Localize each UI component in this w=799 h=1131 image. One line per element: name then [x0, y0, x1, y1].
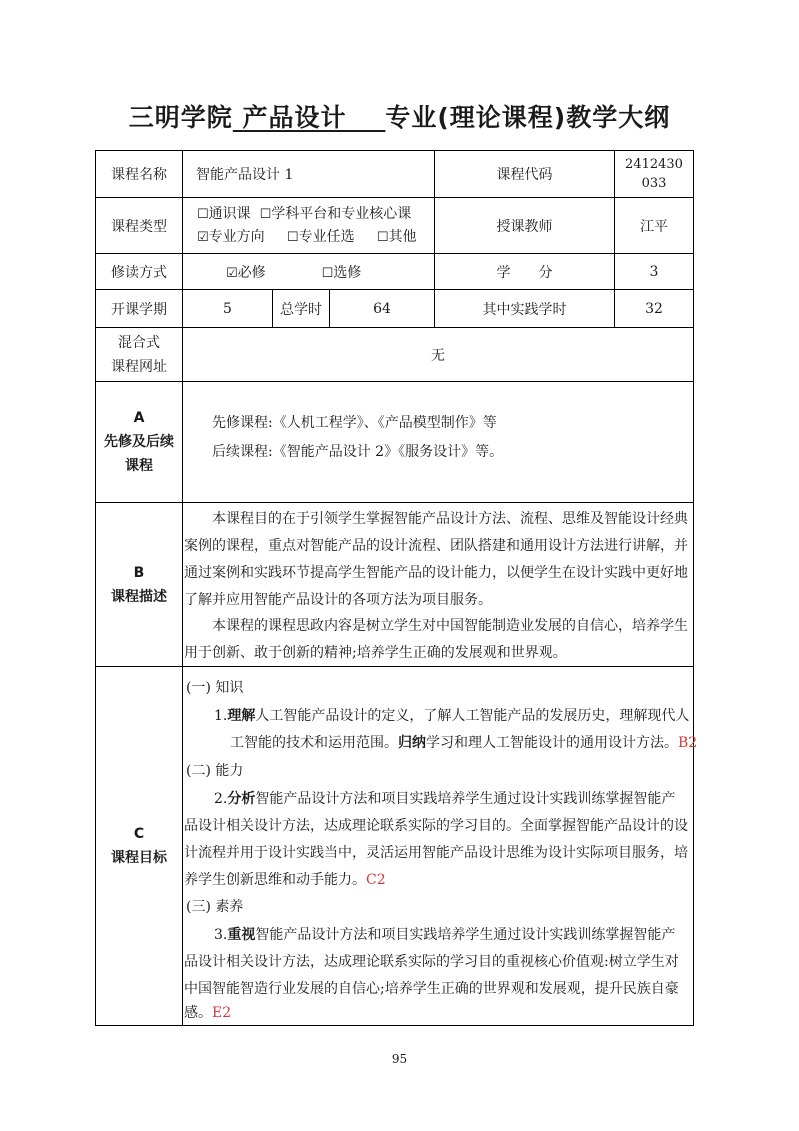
checkbox-checked-icon: ☑	[226, 265, 238, 281]
course-url-label	[96, 328, 182, 381]
objective-heading-knowledge: (一) 知识	[186, 680, 244, 696]
objective-literacy-line: 3.重视智能产品设计方法和项目实践培养学生通过设计实践训练掌握智能产	[214, 927, 676, 943]
course-code-value	[615, 151, 693, 197]
teacher-label: 授课教师	[496, 218, 553, 235]
objective-knowledge-line: 工智能的技术和运用范围。归纳学习和理人工智能设计的通用设计方法。B2	[230, 735, 698, 751]
description-line: 用于创新、敢于创新的精神;培养学生正确的发展观和世界观。	[184, 645, 567, 661]
section-c-code: C	[133, 826, 145, 842]
course-name-value: 智能产品设计 1	[196, 167, 294, 183]
section-a-code: A	[133, 410, 145, 426]
course-url-value: 无	[431, 347, 445, 364]
section-c-label	[96, 667, 182, 1025]
description-line: 本课程的课程思政内容是树立学生对中国智能制造业发展的自信心，培养学生	[212, 618, 688, 634]
checkbox-empty-icon: ☐	[259, 207, 272, 222]
table-border	[693, 150, 694, 1026]
objective-knowledge-line: 1.理解人工智能产品设计的定义，了解人工智能产品的发展历史，理解现代人	[214, 708, 690, 724]
description-line: 案例的课程，重点对智能产品的设计流程、团队搭建和通用设计方法进行讲解，并	[184, 538, 688, 554]
table-divider	[95, 502, 694, 503]
description-line: 本课程目的在于引领学生掌握智能产品设计方法、流程、思维及智能设计经典	[212, 511, 688, 527]
checkbox-empty-icon: ☐	[321, 265, 334, 281]
table-divider	[95, 666, 694, 667]
course-code-label: 课程代码	[496, 167, 553, 183]
teacher-value: 江平	[640, 218, 668, 235]
objective-ability-line: 品设计相关设计方法，达成理论联系实际的学习目的。全面掌握智能产品设计的设	[184, 818, 688, 834]
checkbox-checked-icon: ☑	[197, 230, 209, 245]
objective-heading-literacy: (三) 素养	[186, 899, 244, 915]
option-other[interactable]: ☐其他	[376, 229, 417, 245]
course-url-label-line1: 混合式	[118, 334, 160, 351]
table-divider	[95, 381, 694, 382]
course-url-label-line2: 课程网址	[111, 358, 167, 375]
total-hours-label: 总学时	[280, 301, 322, 318]
course-type-options	[197, 203, 432, 249]
semester-value: 5	[223, 300, 232, 317]
course-code-line1: 2412430	[625, 157, 683, 172]
section-b-label	[96, 503, 182, 666]
title-school: 三明学院	[128, 103, 233, 132]
section-a-name-line1: 先修及后续	[104, 434, 174, 450]
checkbox-empty-icon: ☐	[376, 230, 389, 245]
checkbox-empty-icon: ☐	[197, 207, 209, 222]
objective-ability-line: 养学生创新思维和动手能力。C2	[184, 872, 386, 888]
option-major-elective[interactable]: ☐专业任选	[286, 229, 355, 245]
objective-ability-line: 2.分析智能产品设计方法和项目实践培养学生通过设计实践训练掌握智能产	[214, 791, 676, 807]
objective-tag: E2	[212, 1005, 232, 1021]
objective-literacy-line: 中国智能智造行业发展的自信心;培养学生正确的世界观和发展观，提升民族自豪	[184, 981, 679, 997]
page-number: 95	[391, 1052, 408, 1066]
objective-ability-line: 计流程并用于设计实践当中，灵活运用智能产品设计思维为设计实际项目服务，培	[184, 845, 688, 861]
page-title	[0, 98, 799, 134]
objective-tag: C2	[366, 872, 386, 888]
prerequisite-courses: 先修课程:《人机工程学》、《产品模型制作》等	[212, 415, 497, 431]
option-required[interactable]: ☑必修	[226, 264, 266, 281]
section-b-code: B	[133, 564, 145, 581]
study-mode-options	[226, 254, 426, 289]
objective-tag: B2	[678, 735, 698, 751]
title-suffix: 专业(理论课程)教学大纲	[385, 103, 671, 132]
description-line: 了解并应用智能产品设计的各项方法为项目服务。	[184, 592, 492, 608]
study-mode-label: 修读方式	[111, 264, 167, 281]
option-general-course[interactable]: ☐通识课	[197, 206, 251, 222]
checkbox-empty-icon: ☐	[286, 230, 299, 245]
practice-hours-value: 32	[645, 300, 663, 317]
total-hours-value: 64	[373, 300, 391, 317]
course-type-label: 课程类型	[111, 218, 167, 235]
option-core-course[interactable]: ☐学科平台和专业核心课	[259, 206, 412, 222]
title-major: 产品设计	[242, 103, 347, 132]
semester-label: 开课学期	[111, 301, 167, 318]
option-elective[interactable]: ☐选修	[321, 264, 362, 281]
objective-literacy-line: 感。E2	[184, 1005, 232, 1021]
objective-literacy-line: 品设计相关设计方法，达成理论联系实际的学习目的重视核心价值观:树立学生对	[184, 954, 679, 970]
section-c-name: 课程目标	[111, 850, 167, 866]
objective-heading-ability: (二) 能力	[186, 763, 244, 779]
section-a-label	[96, 382, 182, 502]
option-major-direction[interactable]: ☑专业方向	[197, 229, 265, 245]
table-divider	[182, 150, 183, 1026]
credit-value: 3	[649, 263, 659, 280]
follow-up-courses: 后续课程:《智能产品设计 2》《服务设计》等。	[212, 444, 504, 460]
section-b-name: 课程描述	[111, 588, 167, 605]
course-name-label: 课程名称	[111, 167, 167, 183]
practice-hours-label: 其中实践学时	[482, 301, 567, 318]
section-a-name-line2: 课程	[125, 458, 153, 474]
description-line: 通过案例和实践环节提高学生智能产品的设计能力，以便学生在设计实践中更好地	[184, 565, 688, 581]
credit-label: 学 分	[496, 264, 553, 281]
course-code-line2: 033	[641, 176, 667, 191]
